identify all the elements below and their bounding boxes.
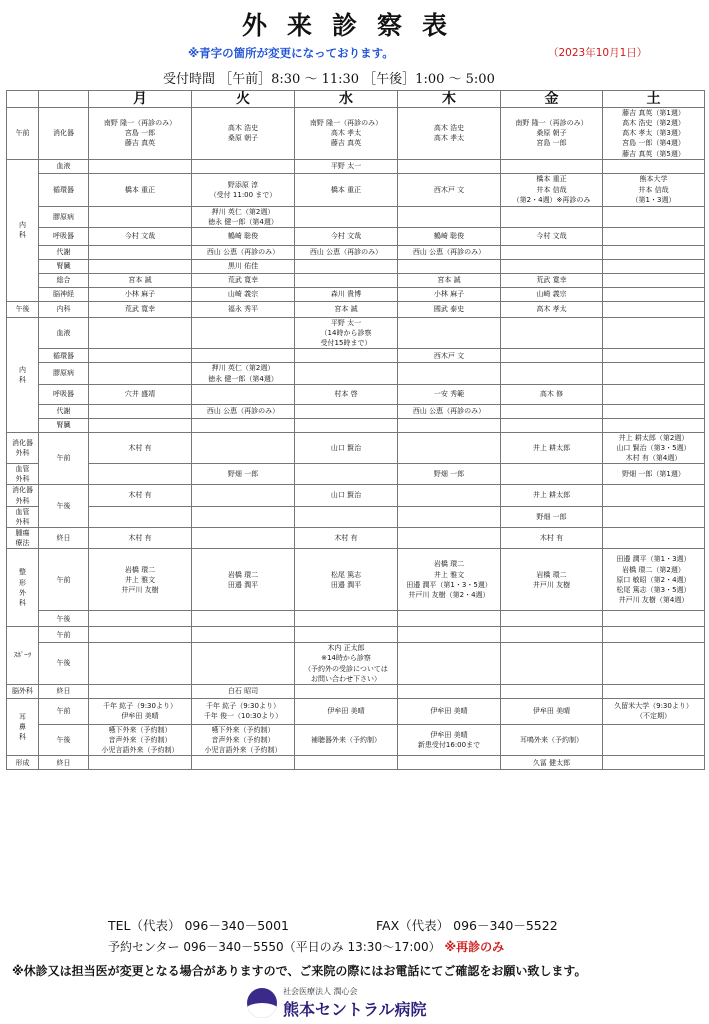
schedule-cell: [501, 404, 603, 418]
page-title: 外来診察表: [241, 11, 467, 40]
time-label: 終日: [39, 756, 89, 770]
schedule-cell: 穴井 盛靖: [89, 384, 192, 404]
table-row: [7, 206, 705, 227]
day-thu: 木: [398, 91, 501, 108]
subdept-label: 総合: [39, 273, 89, 287]
schedule-cell: [603, 273, 705, 287]
schedule-cell: [89, 206, 192, 227]
schedule-cell: [398, 159, 501, 173]
schedule-cell: 南野 隆一（再診のみ） 高木 孝太 藤吉 真英: [295, 108, 398, 160]
corner-cell: [39, 91, 89, 108]
schedule-cell: [89, 464, 192, 485]
schedule-cell: [89, 317, 192, 348]
schedule-cell: 南野 隆一（再診のみ） 宮島 一郎 藤吉 真英: [89, 108, 192, 160]
schedule-cell: [603, 159, 705, 173]
schedule-cell: 村本 啓: [295, 384, 398, 404]
table-row: [7, 485, 705, 506]
schedule-cell: 藤吉 真英（第1週） 高木 浩史（第2週） 高木 孝太（第3週） 宮島 一郎（第4週） 藤吉 真英（第5週）: [603, 108, 705, 160]
time-label: 午後: [39, 485, 89, 528]
schedule-cell: [501, 206, 603, 227]
schedule-cell: [89, 756, 192, 770]
schedule-cell: 橋本 重正: [295, 173, 398, 206]
schedule-cell: [501, 259, 603, 273]
table-row: [7, 384, 705, 404]
schedule-cell: [89, 404, 192, 418]
schedule-cell: [501, 418, 603, 432]
schedule-cell: 宮本 誠: [398, 273, 501, 287]
schedule-cell: [89, 363, 192, 384]
schedule-cell: [501, 317, 603, 348]
table-row: [7, 301, 705, 317]
schedule-cell: 高木 浩史 桑原 朝子: [192, 108, 295, 160]
schedule-cell: 木村 有: [501, 527, 603, 548]
table-row: [7, 527, 705, 548]
schedule-cell: 福永 秀平: [192, 301, 295, 317]
schedule-cell: [192, 384, 295, 404]
schedule-cell: [89, 159, 192, 173]
table-row: [7, 404, 705, 418]
dept-label: 血管 外科: [7, 506, 39, 527]
subdept-label: 血液: [39, 317, 89, 348]
schedule-cell: 補聴器外来（予約制）: [295, 724, 398, 755]
schedule-cell: [295, 418, 398, 432]
schedule-cell: 西山 公恵（再診のみ）: [398, 404, 501, 418]
table-row: [7, 273, 705, 287]
schedule-cell: [603, 418, 705, 432]
schedule-cell: 木村 有: [89, 485, 192, 506]
schedule-cell: 伊牟田 美晴: [398, 698, 501, 724]
subdept-label: 膠原病: [39, 206, 89, 227]
schedule-cell: 一安 秀範: [398, 384, 501, 404]
schedule-cell: [603, 404, 705, 418]
schedule-cell: [398, 418, 501, 432]
schedule-cell: [89, 611, 192, 627]
day-sat: 土: [603, 91, 705, 108]
schedule-cell: 西山 公恵（再診のみ）: [398, 245, 501, 259]
schedule-cell: 山崎 義宗: [192, 287, 295, 301]
schedule-cell: [398, 756, 501, 770]
schedule-cell: 嚥下外来（予約制） 音声外来（予約制） 小児言語外来（予約制）: [192, 724, 295, 755]
table-row: [7, 756, 705, 770]
schedule-cell: [603, 245, 705, 259]
schedule-cell: [501, 643, 603, 685]
schedule-cell: 西木戸 文: [398, 173, 501, 206]
schedule-cell: [603, 349, 705, 363]
table-row: [7, 108, 705, 160]
schedule-cell: [295, 349, 398, 363]
table-row: [7, 684, 705, 698]
day-mon: 月: [89, 91, 192, 108]
schedule-cell: [501, 611, 603, 627]
schedule-cell: 西山 公恵（再診のみ）: [192, 404, 295, 418]
schedule-cell: 押川 英仁（第2週） 徳永 健一郎（第4週）: [192, 206, 295, 227]
time-label: 午後: [39, 611, 89, 627]
schedule-cell: 千年 紘子（9:30より） 伊牟田 美晴: [89, 698, 192, 724]
schedule-cell: 押川 英仁（第2週） 徳永 健一郎（第4週）: [192, 363, 295, 384]
subdept-label: 呼吸器: [39, 227, 89, 245]
schedule-cell: [603, 287, 705, 301]
schedule-cell: 森川 貴博: [295, 287, 398, 301]
schedule-cell: [398, 317, 501, 348]
reception-hours: 受付時間 ［午前］8:30 〜 11:30 ［午後］1:00 〜 5:00: [163, 72, 495, 87]
schedule-cell: [89, 418, 192, 432]
schedule-cell: [501, 349, 603, 363]
schedule-cell: [89, 627, 192, 643]
schedule-cell: 高木 修: [501, 384, 603, 404]
table-row: [7, 363, 705, 384]
schedule-cell: 高木 孝太: [501, 301, 603, 317]
schedule-cell: [295, 259, 398, 273]
subdept-label: 血液: [39, 159, 89, 173]
time-label: 午前: [39, 627, 89, 643]
time-label: 終日: [39, 684, 89, 698]
schedule-cell: [295, 627, 398, 643]
schedule-cell: 千年 紘子（9:30より） 千年 俊一（10:30より）: [192, 698, 295, 724]
dept-label: 形成: [7, 756, 39, 770]
subdept-label: 脳神経: [39, 287, 89, 301]
schedule-cell: [603, 643, 705, 685]
day-fri: 金: [501, 91, 603, 108]
contact-phones: [108, 916, 558, 934]
schedule-cell: 井上 耕太郎（第2週） 山口 賢治（第3・5週） 木村 有（第4週）: [603, 432, 705, 463]
schedule-cell: 田邉 潤平（第1・3週） 岩橋 環二（第2週） 原口 敏昭（第2・4週） 松尾 篤志（第3・5週） 井戸川 友樹（第4週）: [603, 549, 705, 611]
schedule-cell: 木村 有: [295, 527, 398, 548]
subdept-label: 循環器: [39, 349, 89, 363]
subdept-label: 呼吸器: [39, 384, 89, 404]
schedule-cell: [398, 627, 501, 643]
schedule-cell: 野添原 淳 （受付 11:00 まで）: [192, 173, 295, 206]
schedule-cell: [89, 684, 192, 698]
schedule-cell: [192, 506, 295, 527]
schedule-cell: [89, 259, 192, 273]
schedule-cell: 岩橋 環二 田邉 潤平: [192, 549, 295, 611]
subdept-label: 腎臓: [39, 259, 89, 273]
reservation-center: 予約センター 096－340－5550（平日のみ 13:30〜17:00）: [108, 940, 441, 954]
schedule-cell: 伊牟田 美晴: [295, 698, 398, 724]
table-row: [7, 418, 705, 432]
time-label: 午前: [39, 432, 89, 485]
schedule-cell: [398, 259, 501, 273]
schedule-cell: 西山 公恵（再診のみ）: [192, 245, 295, 259]
logo-subtitle: 社会医療法人 潤心会: [283, 987, 358, 996]
schedule-cell: [89, 349, 192, 363]
table-row: [7, 549, 705, 611]
schedule-cell: 井上 耕太郎: [501, 432, 603, 463]
schedule-cell: [89, 506, 192, 527]
schedule-cell: [501, 363, 603, 384]
schedule-cell: 宮本 誠: [89, 273, 192, 287]
schedule-cell: 山口 賢治: [295, 485, 398, 506]
schedule-cell: [603, 611, 705, 627]
table-row: [7, 349, 705, 363]
dept-label: ｽﾎﾟｰﾂ: [7, 627, 39, 685]
schedule-cell: [192, 317, 295, 348]
dept-label: 耳 鼻 科: [7, 698, 39, 755]
schedule-cell: [398, 206, 501, 227]
schedule-cell: [89, 643, 192, 685]
schedule-cell: 岩橋 環二 井上 雅文 井戸川 友樹: [89, 549, 192, 611]
schedule-cell: [398, 432, 501, 463]
subdept-label: 消化器: [39, 108, 89, 160]
schedule-cell: 岩橋 環二 井上 雅文 田邉 潤平（第1・3・5週） 井戸川 友樹（第2・4週）: [398, 549, 501, 611]
schedule-cell: [295, 273, 398, 287]
schedule-cell: [603, 684, 705, 698]
pm-section-label: 午後: [7, 301, 39, 317]
corner-cell: [7, 91, 39, 108]
day-tue: 火: [192, 91, 295, 108]
schedule-cell: 久冨 健太郎: [501, 756, 603, 770]
table-row: [7, 259, 705, 273]
am-naika-label: 内 科: [7, 159, 39, 301]
schedule-cell: [192, 485, 295, 506]
schedule-cell: [603, 301, 705, 317]
table-row: [7, 159, 705, 173]
schedule-cell: 松尾 篤志 田邉 潤平: [295, 549, 398, 611]
schedule-cell: [398, 643, 501, 685]
schedule-table: [6, 90, 705, 770]
table-row: [7, 506, 705, 527]
schedule-cell: 今村 文哉: [89, 227, 192, 245]
table-row: [7, 432, 705, 463]
schedule-cell: [603, 756, 705, 770]
schedule-cell: [192, 159, 295, 173]
schedule-cell: [603, 227, 705, 245]
time-label: 午後: [39, 643, 89, 685]
schedule-cell: 橋本 重正 井本 信哉 （第2・4週）※再診のみ: [501, 173, 603, 206]
schedule-cell: [501, 159, 603, 173]
schedule-cell: 岩橋 環二 井戸川 友樹: [501, 549, 603, 611]
schedule-cell: [295, 611, 398, 627]
schedule-cell: [603, 363, 705, 384]
subdept-label: 代謝: [39, 404, 89, 418]
logo-mark-icon: [247, 988, 277, 1018]
table-row: [7, 698, 705, 724]
schedule-cell: 嚥下外来（予約制） 音声外来（予約制） 小児言語外来（予約制）: [89, 724, 192, 755]
schedule-cell: 西木戸 文: [398, 349, 501, 363]
subdept-label: 内科: [39, 301, 89, 317]
schedule-cell: 荒武 寛幸: [501, 273, 603, 287]
table-row: [7, 643, 705, 685]
schedule-cell: [295, 684, 398, 698]
schedule-cell: [501, 464, 603, 485]
schedule-cell: 南野 隆一（再診のみ） 桑原 朝子 宮島 一郎: [501, 108, 603, 160]
schedule-cell: [603, 206, 705, 227]
schedule-cell: [295, 464, 398, 485]
schedule-cell: 高木 浩史 高木 孝太: [398, 108, 501, 160]
table-row: [7, 317, 705, 348]
schedule-cell: [501, 627, 603, 643]
schedule-cell: [295, 506, 398, 527]
table-row: [7, 464, 705, 485]
schedule-cell: 國武 泰史: [398, 301, 501, 317]
schedule-cell: [603, 724, 705, 755]
dept-label: 腫瘍 療法: [7, 527, 39, 548]
dept-label: 整 形 外 科: [7, 549, 39, 627]
table-row: [7, 173, 705, 206]
schedule-cell: 久留米大学（9:30より） （不定期）: [603, 698, 705, 724]
schedule-cell: 山崎 義宗: [501, 287, 603, 301]
schedule-cell: 橋本 重正: [89, 173, 192, 206]
day-header-row: [7, 91, 705, 108]
schedule-cell: 平野 太一: [295, 159, 398, 173]
schedule-cell: [295, 756, 398, 770]
table-row: [7, 611, 705, 627]
schedule-cell: 熊本大学 井本 信哉 （第1・3週）: [603, 173, 705, 206]
schedule-cell: 黒川 佑佳: [192, 259, 295, 273]
table-row: [7, 724, 705, 755]
schedule-cell: [603, 527, 705, 548]
time-label: 午前: [39, 698, 89, 724]
schedule-cell: [398, 506, 501, 527]
logo-name: 熊本セントラル病院: [283, 1000, 427, 1019]
schedule-cell: 伊牟田 美晴 新患受付16:00まで: [398, 724, 501, 755]
schedule-cell: 小林 麻子: [89, 287, 192, 301]
schedule-cell: [398, 485, 501, 506]
schedule-cell: 小林 麻子: [398, 287, 501, 301]
schedule-cell: [192, 611, 295, 627]
schedule-cell: [192, 756, 295, 770]
schedule-cell: [603, 259, 705, 273]
day-wed: 水: [295, 91, 398, 108]
reservation-line: [108, 938, 504, 955]
subdept-label: 膠原病: [39, 363, 89, 384]
schedule-cell: 野畑 一郎（第1週）: [603, 464, 705, 485]
schedule-cell: [192, 643, 295, 685]
dept-label: 消化器 外科: [7, 432, 39, 463]
schedule-cell: [603, 384, 705, 404]
schedule-cell: 山口 賢治: [295, 432, 398, 463]
schedule-cell: 荒武 寛幸: [89, 301, 192, 317]
schedule-cell: [192, 432, 295, 463]
schedule-cell: [398, 527, 501, 548]
schedule-cell: 木内 正太郎 ※14時から診察 （予約外の受診については お問い合わせ下さい）: [295, 643, 398, 685]
subdept-label: 代謝: [39, 245, 89, 259]
schedule-cell: [192, 418, 295, 432]
reservation-note: ※再診のみ: [444, 940, 505, 954]
subdept-label: 腎臓: [39, 418, 89, 432]
schedule-cell: [603, 317, 705, 348]
change-notice: ※青字の箇所が変更になっております。: [188, 46, 394, 60]
schedule-cell: 井上 耕太郎: [501, 485, 603, 506]
schedule-cell: 今村 文哉: [501, 227, 603, 245]
pm-naika-label: 内 科: [7, 317, 39, 432]
table-row: [7, 627, 705, 643]
table-row: [7, 287, 705, 301]
schedule-cell: 今村 文哉: [295, 227, 398, 245]
schedule-cell: [192, 627, 295, 643]
dept-label: 脳外科: [7, 684, 39, 698]
schedule-cell: 荒武 寛幸: [192, 273, 295, 287]
schedule-cell: 木村 有: [89, 527, 192, 548]
schedule-cell: [192, 527, 295, 548]
schedule-cell: [295, 363, 398, 384]
schedule-cell: 西山 公恵（再診のみ）: [295, 245, 398, 259]
am-section-label: 午前: [7, 108, 39, 160]
schedule-cell: 野畑 一郎: [398, 464, 501, 485]
time-label: 午前: [39, 549, 89, 611]
time-label: 午後: [39, 724, 89, 755]
fax-main: FAX（代表） 096－340－5522: [376, 918, 558, 933]
schedule-cell: [501, 245, 603, 259]
schedule-cell: [603, 627, 705, 643]
schedule-cell: [398, 363, 501, 384]
schedule-cell: 木村 有: [89, 432, 192, 463]
schedule-cell: [295, 206, 398, 227]
dept-label: 血管 外科: [7, 464, 39, 485]
schedule-cell: [89, 245, 192, 259]
table-row: [7, 245, 705, 259]
issue-date: （2023年10月1日）: [548, 47, 648, 59]
schedule-cell: [603, 485, 705, 506]
dept-label: 消化器 外科: [7, 485, 39, 506]
schedule-cell: [603, 506, 705, 527]
schedule-cell: [192, 349, 295, 363]
schedule-cell: [295, 404, 398, 418]
schedule-cell: 平野 太一 （14時から診察 受付15時まで）: [295, 317, 398, 348]
schedule-cell: 野畑 一郎: [501, 506, 603, 527]
schedule-cell: 耳鳴外来（予約制）: [501, 724, 603, 755]
tel-main: TEL（代表） 096－340－5001: [108, 918, 290, 933]
schedule-cell: [501, 684, 603, 698]
schedule-cell: [398, 684, 501, 698]
schedule-cell: 伊牟田 美晴: [501, 698, 603, 724]
schedule-cell: 野畑 一郎: [192, 464, 295, 485]
schedule-cell: 白石 昭司: [192, 684, 295, 698]
table-row: [7, 227, 705, 245]
closing-notice: ※休診又は担当医が変更となる場合がありますので、ご来院の際にはお電話にてご確認をお願い致します。: [12, 964, 587, 978]
time-label: 終日: [39, 527, 89, 548]
schedule-cell: 鶴崎 聡俊: [192, 227, 295, 245]
subdept-label: 循環器: [39, 173, 89, 206]
schedule-cell: 宮本 誠: [295, 301, 398, 317]
schedule-cell: [398, 611, 501, 627]
schedule-cell: 鶴崎 聡俊: [398, 227, 501, 245]
